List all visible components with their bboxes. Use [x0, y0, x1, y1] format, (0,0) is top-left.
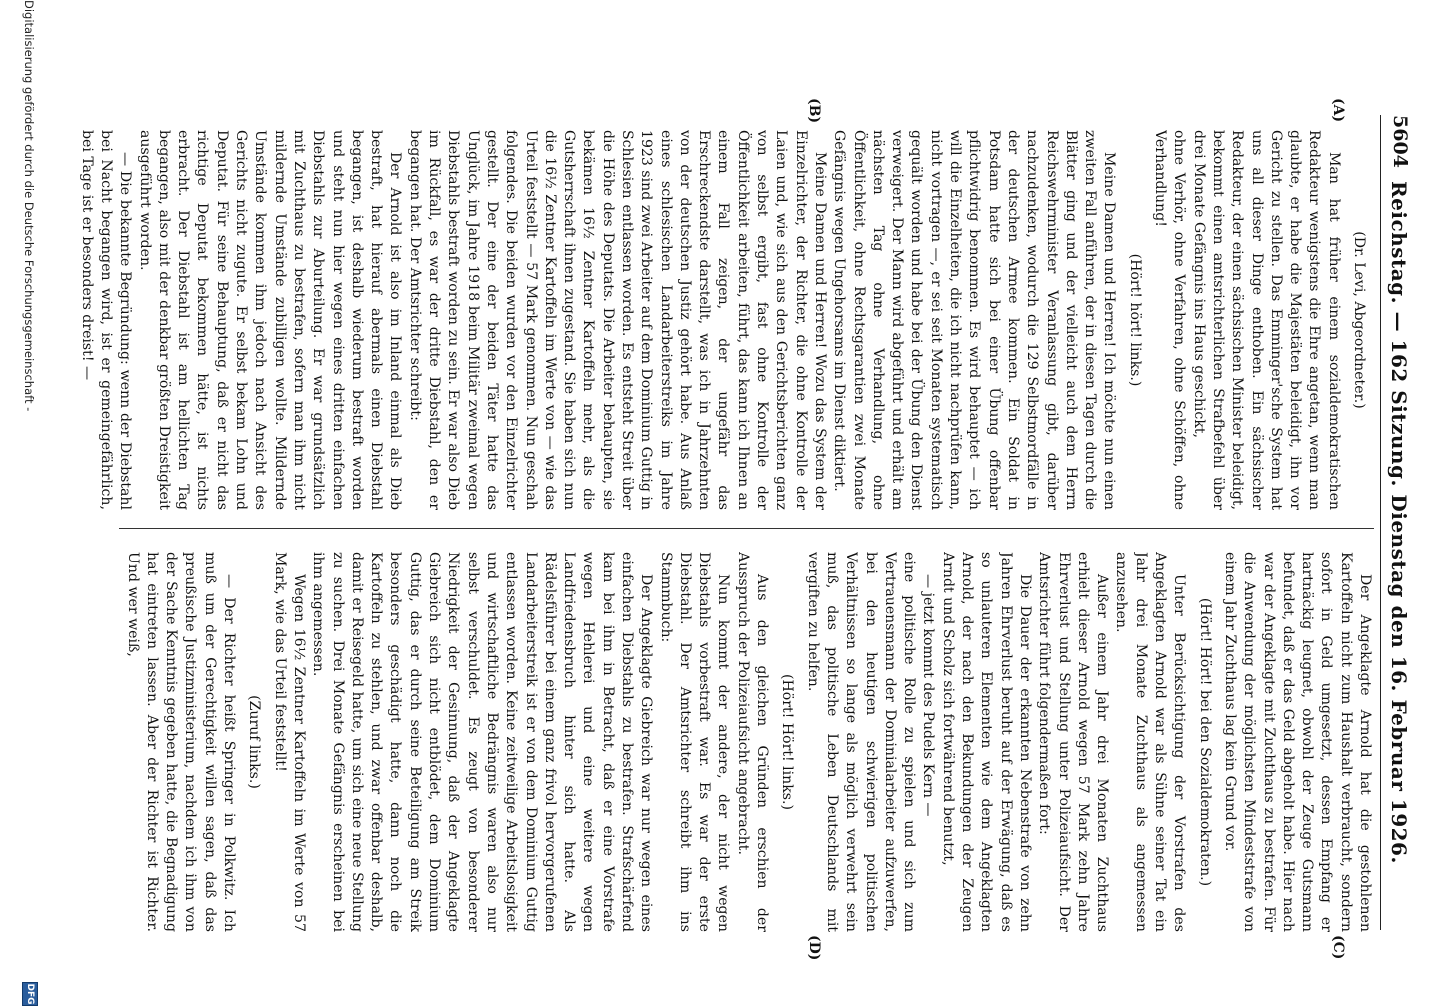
paragraph: Meine Damen und Herren! Wozu das System der Einzelrichter, der Richter, die ohne Kontrolle der Laien und, wie sich aus den Gerichtsberichten ganz von selbst ergibt, fast ohne Kontrolle der Öffentlichkeit arbeiten, führt, das kann ich Ihnen an einem Fall zeigen, der ungefähr das Erschreckendste darstellt, was ich in Jahrzehnten von der deutschen Justiz gehört habe. Aus Anlaß eines schlesischen Landarbeiterstreiks im Jahre 1923 sind zwei Arbeiter auf dem Dominium Guttig in Schlesien entlassen worden. Es entsteht Streit über die Höhe des Deputats. Die Arbeiter behaupten, sie bekämen 16½ Zentner Kartoffeln mehr, als die Gutsherrschaft ihnen zugestand. Sie haben sich nun die 16½ Zentner Kartoffeln im Werte von — wie das Urteil feststellt — 57 Mark genommen. Nun geschah folgendes. Die beiden wurden vor den Einzelrichter gestellt. Der eine der beiden Täter hatte das Unglück, im Jahre 1918 beim Militär zweimal wegen Diebstahls bestraft worden zu sein. Er war also Dieb im Rückfall, es war der dritte Diebstahl, den er begangen hat. Der Amtsrichter schreibt:: [406, 130, 828, 510]
page-title: Reichstag. — 162 Sitzung. Dienstag den 16. Februar 1926.: [1387, 181, 1411, 864]
margin-marker-a: (A): [1330, 98, 1346, 123]
paragraph: ohne Verhör, ohne Verfahren, ohne Schöffen, ohne Verhandlung!: [1152, 130, 1188, 510]
quoted-paragraph: eine politische Rolle zu spielen und sich zum Vertrauensmann der Dominialarbeiter aufzuwerfen, bei den heutigen schwierigen politischen Verhältnissen so lange als möglich verwehrt sein muß, das politische Leben Deutschlands mit vergiften zu helfen.: [804, 552, 918, 932]
quoted-paragraph: Die Dauer der erkannten Nebenstrafe von zehn Jahren Ehrverlust beruht auf der Erwägung, daß es so unlauteren Elementen wie dem Angeklagten Arnold, der nach den Bekundungen der Zeugen Arndt und Scholz sich fortwährend benutzt,: [939, 552, 1033, 932]
paragraph: Wegen 16½ Zentner Kartoffeln im Werte von 57 Mark, wie das Urteil feststellt!: [271, 552, 307, 932]
quoted-paragraph: Unter Berücksichtigung der Vorstrafen des Angeklagten Arnold war als Sühne seiner Tat ein Jahr drei Monate Zuchthaus als angemessen anzusehen.: [1113, 552, 1188, 932]
dfg-logo: DFG: [22, 982, 38, 1006]
paragraph: — Der Richter heißt Springer in Polkwitz. Ich muß um der Gerechtigkeit willen sagen, daß das preußische Justizministerium, nachdem ich ihm von der Sache Kenntnis gegeben hatte, die Begnadigung hat eintreten lassen. Aber der Richter ist Richter. Und wer weiß,: [124, 552, 238, 932]
quoted-paragraph: Der Angeklagte Giebreich war nur wegen eines einfachen Diebstahls zu bestrafen. Strafschärfend kam bei ihm in Betracht, daß er eine Vorstrafe wegen Hehlerei und eine weitere wegen Landfriedensbruch hinter sich hatte. Als Rädelsführer bei einem ganz frivol hervorgerufenen Landarbeiterstreik ist er von dem Dominium Guttig entlassen worden. Keine zeitweilige Arbeitslosigkeit und wirtschaftliche Bedrängnis waren also nur selbst verschuldet. Es zeugt von besonderer Niedrigkeit der Gesinnung, daß der Angeklagte Giebreich sich nicht entblödet, dem Dominium Guttig, das er durch seine Beteiligung am Streik besonders geschädigt hatte, dann noch die Kartoffeln zu stehlen, und zwar offenbar deshalb, damit er Reisegeld hatte, um sich eine neue Stellung zu suchen. Drei Monate Gefängnis erscheinen bei ihm angemessen.: [310, 552, 655, 932]
quoted-paragraph: Aus den gleichen Gründen erschien der Ausspruch der Polizeiaufsicht angebracht.: [734, 552, 771, 932]
page-number: 5604: [1389, 115, 1411, 168]
margin-marker-c: (C): [1330, 935, 1346, 960]
margin-marker-d: (D): [806, 935, 822, 961]
footer-credit: Digitalisierung gefördert durch die Deutsche Forschungsgemeinschaft -: [22, 0, 36, 412]
paragraph: Man hat früher einem sozialdemokratischen Redakteur wenigstens die Ehre angetan, wenn man glaubte, er habe die Majestäten beleidigt, ihn vor Gericht zu stellen. Das Emminger'sche System hat uns all dieser Dinge enthoben. Ein sächsischer Redakteur, der einen sächsischen Minister beleidigt, bekommt einen amtsrichterlichen Strafbefehl über drei Monate Gefängnis ins Haus geschickt,: [1190, 130, 1342, 510]
paragraph: — jetzt kommt des Pudels Kern —: [920, 574, 937, 817]
paragraph: Meine Damen und Herren! Ich möchte nun einen zweiten Fall anführen, der in diesen Tagen durch die Blätter ging und der vielleicht auch dem Herrn Reichswehrminister Veranlassung gibt, darüber nachzudenken, wodurch die 129 Selbstmordfälle in der deutschen Armee kommen. Ein Soldat in Potsdam hatte sich bei einer Übung offenbar pflichtwidrig benommen. Es wird behauptet — ich will die Einzelheiten, die ich nicht nachprüfen kann, nicht vortragen —, er sei seit Monaten systematisch gequält worden und habe bei der Übung den Dienst verweigert. Der Mann wird abgeführt und erhält am nächsten Tag ohne Verhandlung, ohne Öffentlichkeit, ohne Rechtsgarantien zwei Monate Gefängnis wegen Ungehorsams im Dienst diktiert.: [831, 130, 1118, 510]
speaker-line: (Dr. Levi, Abgeordneter.): [1351, 231, 1367, 409]
paragraph: Nun kommt der andere, der nicht wegen Diebstahls vorbestraft war. Es war der erste Diebstahl. Der Amtsrichter schreibt ihm ins Stammbuch:: [657, 552, 732, 932]
quoted-paragraph: Der Arnold ist also im Inland einmal als Dieb bestraft, hat hierauf abermals einen Diebstahl begangen, ist deshalb wiederum bestraft worden und steht nun hier wegen eines dritten einfachen Diebstahls zur Aburteilung. Er war grundsätzlich mit Zuchthaus zu bestrafen, sofern man ihm nicht mildernde Umstände zubilligen wollte. Mildernde Umstände kommen ihm jedoch nach Ansicht des Gerichts nicht zugute. Er selbst bekam Lohn und Deputat. Für seine Behauptung, daß er nicht das richtige Deputat bekommen hätte, ist nichts erbracht. Der Diebstahl ist am hellichten Tag begangen, also mit der denkbar größten Dreistigkeit ausgeführt worden.: [136, 130, 404, 510]
interjection: (Hört! hört! links.): [1126, 253, 1143, 387]
paragraph: Außer einem Jahr drei Monaten Zuchthaus erhielt dieser Arnold wegen 57 Mark zehn Jahre Ehrverlust und Stellung unter Polizeiaufsicht. Der Amtsrichter führt folgendermaßen fort:: [1036, 552, 1111, 932]
page-header: [1380, 115, 1417, 930]
quoted-paragraph: Der Angeklagte Arnold hat die gestohlenen Kartoffeln nicht zum Haushalt verbraucht, sondern sofort in Geld umgesetzt, dessen Empfang er hartnäckig leugnet, obwohl der Zeuge Gutsmann befundet, daß er das Geld abgeholt habe. Hier nach war der Angeklagte mit Zuchthaus zu bestrafen. Für die Anwendung der möglichsten Mindeststrafe von einem Jahr Zuchthaus lag kein Grund vor.: [1221, 552, 1373, 932]
interjection: (Zuruf links.): [246, 695, 263, 789]
column-divider: [119, 528, 1374, 529]
paragraph: — Die bekannte Begründung: wenn der Diebstahl bei Nacht begangen wird, ist er gemeingefährlich, bei Tage ist er besonders dreist! —: [78, 130, 134, 510]
interjection: (Hört! Hört! links.): [779, 674, 796, 810]
interjection: (Hört! Hört! bei den Sozialdemokraten.): [1196, 597, 1213, 887]
right-column: [74, 552, 1374, 932]
margin-marker-b: (B): [806, 98, 822, 124]
left-column: [74, 130, 1374, 510]
